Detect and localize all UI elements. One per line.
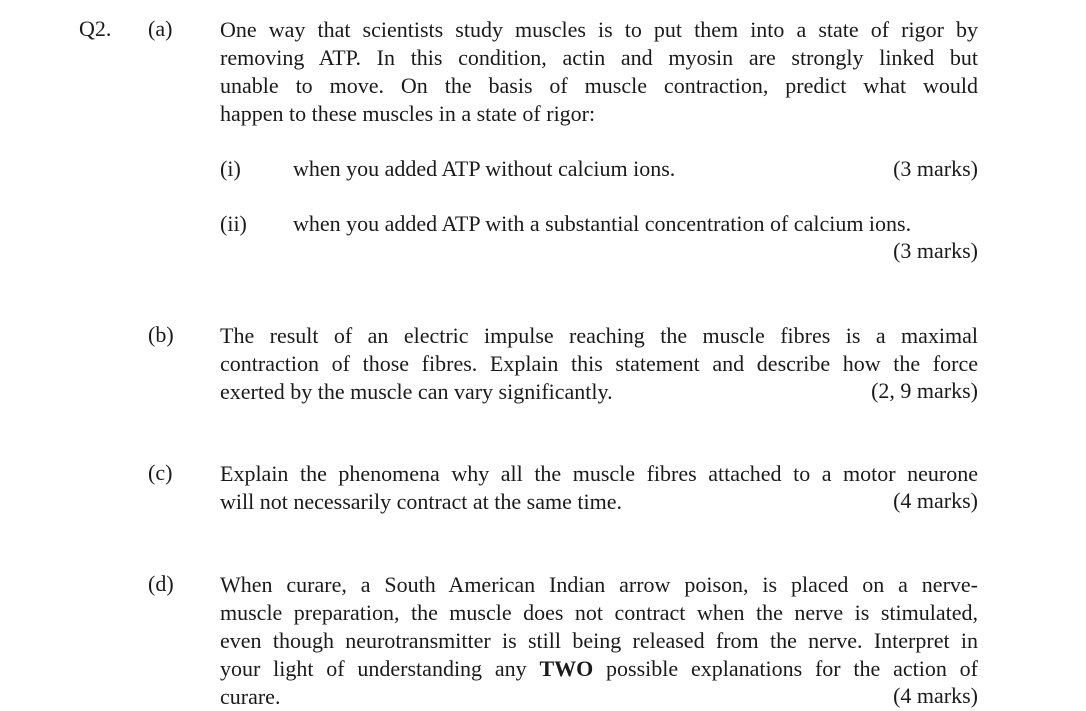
part-a-line: unable to move. On the basis of muscle contraction, predict what would: [220, 73, 978, 98]
part-b-text: [220, 322, 978, 406]
part-a-ii-marks: (3 marks): [893, 238, 978, 263]
part-a-line: happen to these muscles in a state of rigor:: [220, 101, 596, 126]
part-a-label: (a): [148, 16, 173, 41]
part-a-text: [220, 16, 978, 128]
part-d-line: curare.: [220, 684, 281, 709]
part-b-line: contraction of those fibres. Explain this statement and describe how the force: [220, 351, 978, 376]
part-c-line: Explain the phenomena why all the muscle fibres attached to a motor neurone: [220, 461, 978, 486]
part-c-marks: (4 marks): [893, 488, 978, 513]
part-d-emphasis: TWO: [539, 656, 594, 681]
question-number: Q2.: [79, 16, 112, 41]
part-d-line: When curare, a South American Indian arrow poison, is placed on a nerve-: [220, 572, 978, 597]
part-b-line: The result of an electric impulse reaching the muscle fibres is a maximal: [220, 323, 978, 348]
part-b-label: (b): [148, 322, 174, 347]
part-a-i-text: when you added ATP without calcium ions.: [293, 156, 676, 181]
part-d-line: [220, 655, 978, 683]
part-a-i-marks: (3 marks): [893, 156, 978, 181]
part-a-ii-label: (ii): [220, 211, 247, 236]
part-d-line4-start: your light of understanding any: [220, 656, 540, 681]
part-a-line: One way that scientists study muscles is to put them into a state of rigor by: [220, 17, 978, 42]
part-d-line: even though neurotransmitter is still being released from the nerve. Interpret in: [220, 628, 978, 653]
part-d-line: muscle preparation, the muscle does not contract when the nerve is stimulated,: [220, 600, 978, 625]
part-c-text: [220, 460, 978, 516]
part-d-text: [220, 571, 978, 711]
part-c-label: (c): [148, 460, 173, 485]
part-b-marks: (2, 9 marks): [871, 378, 978, 403]
part-a-i-label: (i): [220, 156, 241, 181]
part-d-marks: (4 marks): [893, 683, 978, 708]
part-a-line: removing ATP. In this condition, actin and myosin are strongly linked but: [220, 45, 978, 70]
part-c-line: will not necessarily contract at the same time.: [220, 489, 622, 514]
part-d-line4-end: possible explanations for the action of: [593, 656, 978, 681]
part-d-label: (d): [148, 571, 174, 596]
part-b-line: exerted by the muscle can vary significantly.: [220, 379, 613, 404]
part-a-ii-text: when you added ATP with a substantial concentration of calcium ions.: [293, 211, 912, 236]
